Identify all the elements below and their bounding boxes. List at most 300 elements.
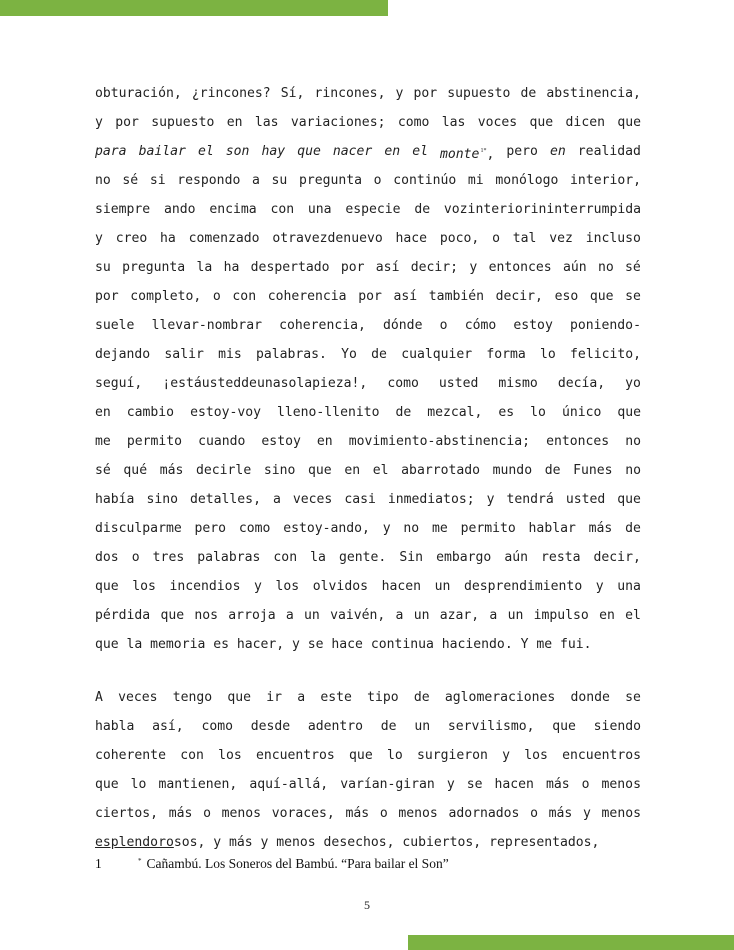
word: más <box>588 521 613 536</box>
text-line <box>95 166 641 195</box>
word: embargo <box>436 550 492 565</box>
word: salir <box>164 347 204 362</box>
word: y <box>260 835 269 850</box>
text-line <box>95 427 641 456</box>
footnote-text: Cañambú. Los Soneros del Bambú. “Para bailar el Son” <box>146 856 449 871</box>
word: dónde <box>383 318 423 333</box>
word: con <box>273 550 298 565</box>
text-line <box>95 514 641 543</box>
word: lleno-llenito <box>277 405 380 420</box>
word: ciertos, <box>95 806 159 821</box>
word: si <box>149 173 166 188</box>
word: sino <box>146 492 178 507</box>
word: el <box>372 463 389 478</box>
word: representados, <box>489 835 600 850</box>
word: así <box>393 289 418 304</box>
word: lo <box>530 405 546 420</box>
word: qué <box>123 463 148 478</box>
word: es <box>213 637 229 652</box>
word: yo <box>625 376 641 391</box>
word: como <box>238 521 271 536</box>
word: mundo <box>492 463 533 478</box>
word: en <box>344 463 361 478</box>
word: palabras. <box>255 347 327 362</box>
word: que <box>617 492 641 507</box>
word: o <box>203 806 211 821</box>
word: con <box>180 748 204 763</box>
word: o <box>373 173 382 188</box>
text-line <box>95 485 641 514</box>
word: mantienen, <box>158 777 238 792</box>
word: que <box>617 405 641 420</box>
word: casi <box>344 492 376 507</box>
word: palabras <box>197 550 261 565</box>
word: bailar <box>138 144 186 159</box>
word: de <box>544 463 561 478</box>
word: A <box>95 690 103 705</box>
word: aquí-allá, <box>249 777 329 792</box>
word: felicito, <box>570 347 641 362</box>
word: llevar-nombrar <box>151 318 262 333</box>
word: y <box>292 637 300 652</box>
text-line <box>95 770 641 799</box>
word: decir, <box>495 289 543 304</box>
word: de <box>625 521 641 536</box>
word: pero <box>194 521 227 536</box>
word: seguí, <box>95 376 143 391</box>
word: sino <box>263 463 296 478</box>
word: se <box>625 289 641 304</box>
word: incendios <box>169 579 241 594</box>
word: más <box>159 463 184 478</box>
word: realidad <box>577 144 641 159</box>
word: y <box>213 835 222 850</box>
word: lo <box>386 748 403 763</box>
word: Sin <box>399 550 424 565</box>
word: cubiertos, <box>402 835 482 850</box>
word: había <box>95 492 135 507</box>
word: hace <box>331 637 363 652</box>
word: cualquier <box>401 347 473 362</box>
text-line <box>95 224 641 253</box>
text-line <box>95 340 641 369</box>
word: a <box>272 492 281 507</box>
word: permito <box>126 434 183 449</box>
word: disculparme <box>95 521 182 536</box>
text-line <box>95 456 641 485</box>
word: se <box>307 637 324 652</box>
word: permito <box>460 521 516 536</box>
word: desde <box>250 719 291 734</box>
word: o <box>581 777 590 792</box>
word: dos <box>95 550 119 565</box>
word: pérdida <box>95 608 151 623</box>
word: estoy <box>513 318 553 333</box>
word: menos <box>601 777 641 792</box>
text-line <box>95 108 641 137</box>
word: sé <box>95 463 111 478</box>
word: supuesto <box>151 115 215 130</box>
word: su <box>271 173 288 188</box>
word: surgieron <box>416 748 488 763</box>
bottom-accent-bar <box>408 935 734 950</box>
word: respondo <box>177 173 241 188</box>
word: hablar <box>528 521 576 536</box>
word: olvidos <box>312 579 368 594</box>
paragraph-2 <box>95 683 641 857</box>
word: vez <box>549 231 573 246</box>
word: sé <box>122 173 139 188</box>
word: mi <box>467 173 484 188</box>
word: aún <box>504 550 528 565</box>
word: ir <box>266 690 283 705</box>
word: entonces <box>488 260 552 275</box>
word: de <box>380 719 397 734</box>
word: más <box>168 806 193 821</box>
word: hacer, <box>236 637 285 652</box>
word: no <box>625 434 641 449</box>
word: que <box>95 777 119 792</box>
word: por <box>95 289 119 304</box>
word: de <box>520 86 537 101</box>
word: desechos, <box>323 835 395 850</box>
word: nos <box>194 608 219 623</box>
word: ¡estáusteddeunasolapieza!, <box>162 376 368 391</box>
word: decir; <box>410 260 459 275</box>
word: esplendorosos, <box>95 835 206 850</box>
word: o <box>439 318 448 333</box>
word: a <box>251 173 260 188</box>
text-line <box>95 311 641 340</box>
page-number: 5 <box>364 898 370 912</box>
word: tipo <box>367 690 399 705</box>
word: en <box>549 144 566 159</box>
word: que <box>227 690 252 705</box>
word: variaciones; <box>290 115 386 130</box>
word: menos <box>398 806 438 821</box>
word: un <box>434 579 451 594</box>
word: siendo <box>593 719 641 734</box>
word: voces <box>477 115 518 130</box>
word: se <box>466 777 483 792</box>
word: decirle <box>196 463 252 478</box>
word: que <box>95 637 119 652</box>
word: no <box>403 521 420 536</box>
word: una <box>307 202 332 217</box>
word: con <box>270 202 295 217</box>
text-line <box>95 398 641 427</box>
word: así <box>375 260 400 275</box>
word: menos <box>601 806 641 821</box>
word: un <box>304 608 320 623</box>
word: de <box>413 690 430 705</box>
text-line <box>95 601 641 630</box>
word: hacen <box>494 777 534 792</box>
word: forma <box>486 347 526 362</box>
word: tal <box>512 231 537 246</box>
word: pregunta <box>122 260 186 275</box>
text-line <box>95 195 641 224</box>
word: a <box>297 690 306 705</box>
word: poniendo- <box>570 318 641 333</box>
word: habla <box>95 719 135 734</box>
word: con <box>232 289 257 304</box>
word: me <box>95 434 111 449</box>
word: su <box>95 260 111 275</box>
word: monte$^{1*}$, <box>440 147 495 162</box>
word: eso <box>554 289 579 304</box>
word: son <box>225 144 250 159</box>
word: sé <box>625 260 641 275</box>
footnote <box>95 856 449 872</box>
word: monólogo <box>495 173 559 188</box>
word: creo <box>115 231 148 246</box>
word: adentro <box>307 719 364 734</box>
word: de <box>414 202 431 217</box>
word: por <box>358 289 382 304</box>
word: decir, <box>593 550 641 565</box>
word: más <box>345 806 370 821</box>
word: o <box>492 231 500 246</box>
text-line <box>95 572 641 601</box>
word: menos <box>276 835 316 850</box>
word: continúo <box>393 173 457 188</box>
word: en <box>316 434 333 449</box>
word: aglomeraciones <box>444 690 556 705</box>
word: a <box>285 608 294 623</box>
word: una <box>617 579 641 594</box>
word: como <box>397 115 430 130</box>
word: continua <box>370 637 434 652</box>
word: impulso <box>533 608 589 623</box>
word: azar, <box>439 608 480 623</box>
word: lo <box>130 777 147 792</box>
word: y <box>254 579 262 594</box>
word: encuentros <box>562 748 641 763</box>
word: que <box>617 115 641 130</box>
word: este <box>320 690 352 705</box>
word: estoy-ando, <box>283 521 370 536</box>
text-line <box>95 137 641 166</box>
word: estoy <box>261 434 301 449</box>
word: obturación, <box>95 86 182 101</box>
word: la <box>310 550 326 565</box>
word: y <box>469 260 478 275</box>
word: como <box>201 719 233 734</box>
word: siempre <box>95 202 151 217</box>
word: no <box>95 173 111 188</box>
word: dejando <box>95 347 151 362</box>
word: y <box>95 231 103 246</box>
word: las <box>441 115 466 130</box>
word: de <box>371 347 387 362</box>
word: decía, <box>557 376 606 391</box>
word: como <box>387 376 419 391</box>
word: desprendimiento <box>463 579 583 594</box>
word: detalles, <box>190 492 261 507</box>
word: abstinencia, <box>546 86 641 101</box>
word: y <box>582 806 591 821</box>
word: encima <box>209 202 257 217</box>
word: hacen <box>381 579 421 594</box>
word: me <box>431 521 448 536</box>
word: mis <box>218 347 242 362</box>
word: gente. <box>338 550 387 565</box>
footnote-mark: * <box>138 857 142 865</box>
text-line <box>95 282 641 311</box>
word: ha <box>223 260 240 275</box>
word: mezcal, <box>427 405 483 420</box>
word: la <box>126 637 143 652</box>
word: completo, <box>130 289 202 304</box>
word: que <box>529 115 554 130</box>
word: fui. <box>559 637 592 652</box>
word: veces <box>292 492 333 507</box>
word: vozinteriorininterrumpida <box>443 202 641 217</box>
word: por <box>340 260 365 275</box>
word: poco, <box>439 231 480 246</box>
word: más <box>545 777 570 792</box>
word: ha <box>160 231 176 246</box>
text-line <box>95 369 641 398</box>
word: el <box>197 144 214 159</box>
word: cambio <box>126 405 175 420</box>
word: resta <box>541 550 581 565</box>
word: por <box>413 86 438 101</box>
word: que <box>552 719 576 734</box>
word: las <box>254 115 279 130</box>
word: Funes <box>573 463 613 478</box>
word: donde <box>570 690 610 705</box>
word: nacer <box>332 144 373 159</box>
text-line <box>95 683 641 712</box>
word: y <box>95 115 103 130</box>
word: más <box>548 806 573 821</box>
word: que <box>297 144 321 159</box>
word: ando <box>163 202 196 217</box>
word: tendrá <box>506 492 554 507</box>
word: a <box>489 608 498 623</box>
word: vaivén, <box>330 608 386 623</box>
word: y <box>595 579 604 594</box>
word: veces <box>118 690 158 705</box>
text-line <box>95 712 641 741</box>
word: varían-giran <box>340 777 435 792</box>
word: y <box>446 777 455 792</box>
word: abarrotado <box>401 463 481 478</box>
word: comenzado <box>188 231 260 246</box>
word: coherencia, <box>279 318 366 333</box>
word: y <box>395 86 404 101</box>
word: menos <box>221 806 262 821</box>
word: interior, <box>570 173 641 188</box>
word: por <box>115 115 139 130</box>
text-line <box>95 799 641 828</box>
word: que <box>349 748 373 763</box>
word: se <box>625 690 641 705</box>
word: que <box>589 289 614 304</box>
word: otravezdenuevo <box>272 231 383 246</box>
word: de <box>395 405 412 420</box>
word: o <box>379 806 388 821</box>
word: tengo <box>172 690 213 705</box>
word: coherente <box>95 748 166 763</box>
word: los <box>524 748 548 763</box>
word: especie <box>345 202 401 217</box>
word: pero <box>506 144 538 159</box>
word: y <box>486 492 495 507</box>
word: incluso <box>585 231 641 246</box>
word: en <box>384 144 401 159</box>
word: los <box>218 748 242 763</box>
paragraph-1 <box>95 79 641 659</box>
word: no <box>597 260 614 275</box>
word: entonces <box>546 434 610 449</box>
top-accent-bar <box>0 0 388 16</box>
word: usted <box>438 376 479 391</box>
word: pregunta <box>298 173 363 188</box>
word: hay <box>261 144 286 159</box>
word: o <box>212 289 221 304</box>
word: en <box>226 115 243 130</box>
word: más <box>229 835 253 850</box>
word: no <box>625 463 641 478</box>
word: voraces, <box>271 806 335 821</box>
word: cuando <box>198 434 246 449</box>
word: cómo <box>464 318 497 333</box>
word: me <box>536 637 553 652</box>
word: supuesto <box>447 86 511 101</box>
word: suele <box>95 318 135 333</box>
word: el <box>625 608 641 623</box>
text-line <box>95 828 641 857</box>
word: en <box>95 405 111 420</box>
word: los <box>275 579 300 594</box>
word: coherencia <box>267 289 347 304</box>
word: estoy-voy <box>190 405 262 420</box>
word: Yo <box>341 347 357 362</box>
word: o <box>530 806 538 821</box>
footnote-number: 1 <box>95 856 102 871</box>
word: ¿rincones? <box>191 86 271 101</box>
word: despertado <box>250 260 330 275</box>
word: un <box>414 719 431 734</box>
word: dicen <box>565 115 605 130</box>
word: un <box>507 608 524 623</box>
word: servilismo, <box>447 719 535 734</box>
word: Sí, <box>280 86 305 101</box>
word: inmediatos; <box>387 492 475 507</box>
word: memoria <box>150 637 206 652</box>
word: el <box>412 144 428 159</box>
text-line <box>95 79 641 108</box>
word: hace <box>395 231 428 246</box>
word: que <box>95 579 119 594</box>
word: movimiento-abstinencia; <box>348 434 531 449</box>
word: en <box>599 608 615 623</box>
word: y <box>502 748 511 763</box>
text-line <box>95 543 641 572</box>
word: tres <box>152 550 185 565</box>
word: Y <box>520 637 529 652</box>
word: o <box>131 550 140 565</box>
word: arroja <box>228 608 276 623</box>
word: que <box>160 608 185 623</box>
word: un <box>413 608 430 623</box>
word: adornados <box>448 806 520 821</box>
word: que <box>308 463 332 478</box>
word: mismo <box>498 376 538 391</box>
